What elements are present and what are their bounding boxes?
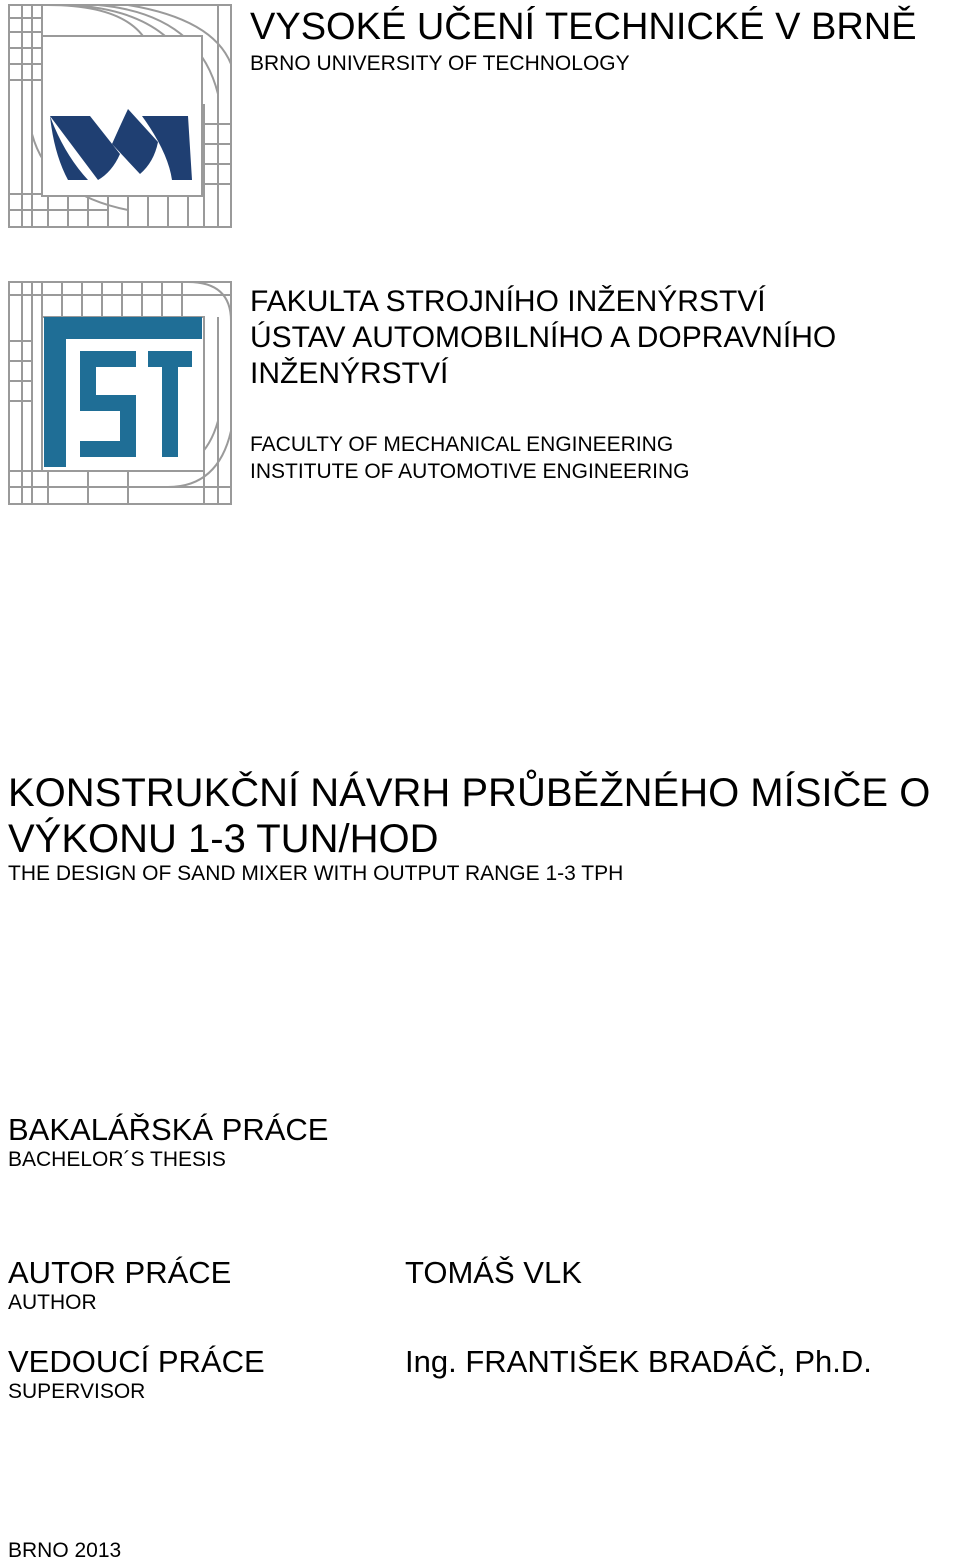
thesis-title-line: VÝKONU 1-3 TUN/HOD [8,817,439,861]
author-label-cz: AUTOR PRÁCE [8,1255,232,1290]
institute-line-continued: INŽENÝRSTVÍ [250,357,449,390]
vut-logo-icon [8,4,232,228]
thesis-title-en: THE DESIGN OF SAND MIXER WITH OUTPUT RANGE 1-3 TPH [8,862,624,885]
author-name: TOMÁŠ VLK [405,1255,582,1290]
faculty-name-en [250,431,689,485]
supervisor-name: Ing. FRANTIŠEK BRADÁČ, Ph.D. [405,1344,872,1379]
supervisor-label-en: SUPERVISOR [8,1380,146,1403]
thesis-title-cz [8,770,930,862]
faculty-name-cz [250,284,836,392]
supervisor-label-cz: VEDOUCÍ PRÁCE [8,1344,265,1379]
place-year: BRNO 2013 [8,1539,122,1562]
institute-line: ÚSTAV AUTOMOBILNÍHO A DOPRAVNÍHO [250,321,837,354]
author-label-en: AUTHOR [8,1291,97,1314]
faculty-line: FAKULTA STROJNÍHO INŽENÝRSTVÍ [250,285,766,318]
faculty-line-en: FACULTY OF MECHANICAL ENGINEERING [250,433,674,456]
fsi-logo-icon [8,281,232,505]
thesis-type-en: BACHELOR´S THESIS [8,1148,226,1171]
institute-line-en: INSTITUTE OF AUTOMOTIVE ENGINEERING [250,460,690,483]
university-name-cz: VYSOKÉ UČENÍ TECHNICKÉ V BRNĚ [250,6,917,48]
thesis-type-cz: BAKALÁŘSKÁ PRÁCE [8,1112,329,1147]
university-name-en: BRNO UNIVERSITY OF TECHNOLOGY [250,52,630,75]
thesis-title-line: KONSTRUKČNÍ NÁVRH PRŮBĚŽNÉHO MÍSIČE O [8,771,931,815]
